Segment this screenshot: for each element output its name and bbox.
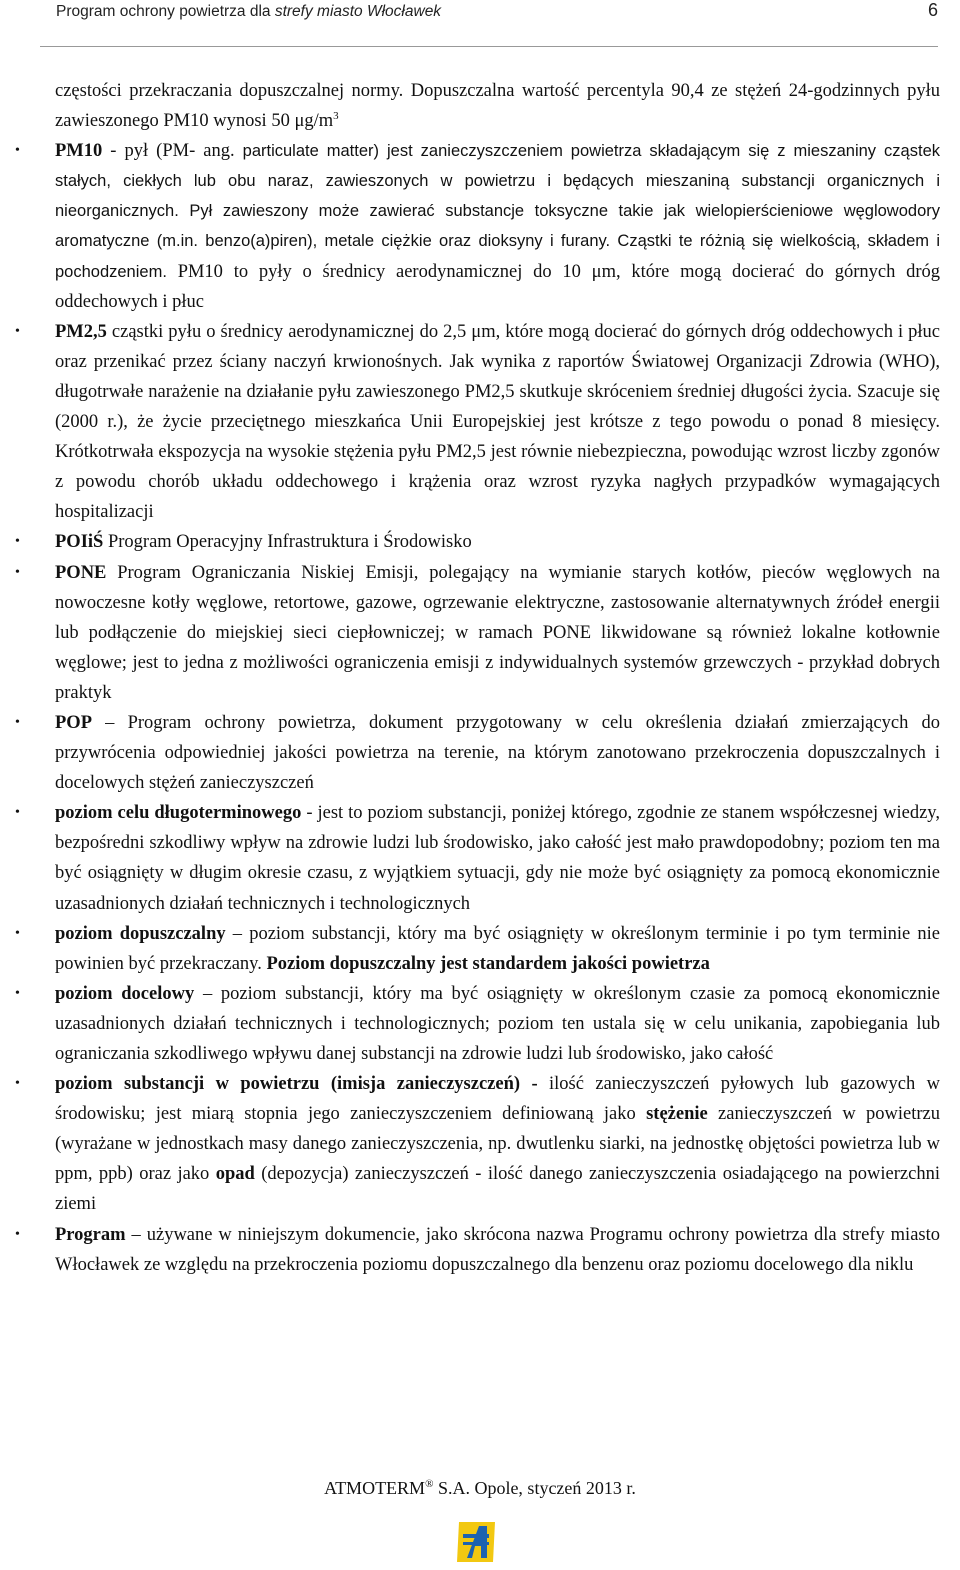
definition-text: – poziom substancji, który ma być osiągnięty w określonym terminie i po tym terminie nie powinien być przekraczany. [55, 923, 940, 974]
definition-item [15, 317, 940, 528]
bullet-icon: • [15, 534, 20, 550]
header-title [56, 3, 441, 21]
definition-item [15, 979, 940, 1069]
footer-text: S.A. Opole, styczeń 2013 r. [433, 1478, 636, 1498]
logo-bar-bottom [463, 1542, 489, 1545]
definition-text: Program Ograniczania Niskiej Emisji, polegający na wymianie starych kotłów, pieców węglowych na nowoczesne kotły węglowe, retortowe, gazowe, ogrzewanie elektryczne, zastosowanie alternatywnych źródeł energii lub podłączenie do miejskiej sieci ciepłowniczej; w ramach PONE likwidowane są również lokalne kotłownie węglowe; jest to jedna z możliwości ograniczenia emisji z indywidualnych systemów grzewczych - przykład dobrych praktyk [55, 562, 940, 703]
definition-text: (depozycja) zanieczyszczeń - ilość danego zanieczyszczenia osiadającego na powierzchni ziemi [55, 1164, 940, 1215]
intro-text: częstości przekraczania dopuszczalnej normy. Dopuszczalna wartość percentyla 90,4 ze stężeń 24-godzinnych pyłu zawieszonego PM10 wynosi 50 μg/m [55, 81, 940, 132]
page-footer [0, 1478, 960, 1499]
bullet-icon: • [15, 1076, 20, 1092]
definition-term: PM2,5 [55, 321, 107, 342]
intro-superscript: 3 [333, 109, 339, 122]
bullet-icon: • [15, 985, 20, 1001]
definition-text: - pył (PM- ang. [102, 141, 243, 162]
definition-term-emphasis: Poziom dopuszczalny jest standardem jakości powietrza [266, 953, 710, 974]
definition-text: cząstki pyłu o średnicy aerodynamicznej do 2,5 μm, które mogą docierać do górnych dróg oddechowych i płuc oraz przenikać przez ściany naczyń krwionośnych. Jak wynika z raportów Światowej Organizacji Zdrowia (WHO), długotrwałe narażenie na działanie pyłu zawieszonego PM2,5 skutkuje skróceniem średniej długości życia. Szacuje się (2000 r.), że życie przeciętnego mieszkańca Unii Europejskiej jest krótsze z tego powodu o ponad 8 miesięcy. Krótkotrwała ekspozycja na wysokie stężenia pyłu PM2,5 jest równie niebezpieczna, powodując wzrost liczby zgonów z powodu chorób układu oddechowego i krążenia oraz wzrost ryzyka nagłych przypadków wymagających hospitalizacji [55, 321, 940, 523]
header-title-prefix: Program ochrony powietrza dla [56, 3, 275, 20]
definition-text-sans: particulate matter) jest zanieczyszczeniem powietrza składającym się z mieszaniny cząstek stałych, ciekłych lub obu naraz, zawieszonych w powietrzu i będących mieszaniną substancji organicznych i nieorganicznych. Pył zawieszony może zawierać substancje toksyczne takie jak wielopierścieniowe węglowodory aromatyczne (m.in. benzo(a)piren), metale ciężkie oraz dioksyny i furany. Cząstki te różnią się wielkością, składem i pochodzeniem. [55, 142, 940, 281]
bullet-icon: • [15, 323, 20, 339]
definition-term: poziom docelowy [55, 983, 195, 1004]
definition-item [15, 527, 940, 557]
definition-term: POIiŚ [55, 532, 104, 553]
definition-term: PM10 [55, 141, 103, 162]
definition-text: Program Operacyjny Infrastruktura i Środowisko [103, 532, 472, 553]
definition-term: PONE [55, 562, 107, 583]
definition-term: Program [55, 1224, 126, 1245]
bullet-icon: • [15, 925, 20, 941]
bullet-icon: • [15, 143, 20, 159]
bullet-icon: • [15, 1226, 20, 1242]
definition-term-emphasis: stężenie [646, 1104, 708, 1125]
definition-term-emphasis: opad [215, 1164, 255, 1185]
intro-paragraph [55, 76, 940, 136]
definition-term: poziom celu długoterminowego [55, 803, 302, 824]
definition-term: poziom dopuszczalny [55, 923, 226, 944]
logo-bar-top [463, 1534, 489, 1538]
definition-item [15, 1069, 941, 1219]
definition-text: – Program ochrony powietrza, dokument przygotowany w celu określenia działań zmierzających do przywrócenia odpowiedniej jakości powietrza na terenie, na którym zanotowano przekroczenia dopuszczalnych i docelowych stężeń zanieczyszczeń [55, 712, 940, 794]
definition-item [15, 136, 940, 317]
definition-item [15, 708, 940, 798]
definition-item [15, 919, 940, 979]
definition-text: – używane w niniejszym dokumencie, jako skrócona nazwa Programu ochrony powietrza dla strefy miasto Włocławek ze względu na przekroczenia poziomu dopuszczalnego dla benzenu oraz poziomu docelowego dla niklu [55, 1224, 940, 1275]
header-title-italic: strefy miasto Włocławek [274, 3, 442, 20]
bullet-icon: • [15, 714, 20, 730]
definition-text: zanieczyszczeń w powietrzu (wyrażane w jednostkach masy danego zanieczyszczenia, np. dwutlenku siarki, na jednostkę objętości powietrza lub w ppm, ppb) oraz jako [55, 1104, 941, 1185]
definition-text: - jest to poziom substancji, poniżej którego, zgodnie ze stanem współczesnej wiedzy, bezpośredni szkodliwy wpływ na zdrowie ludzi lub środowisko, jako całość jest mało prawdopodobny; poziom ten ma być osiągnięty w długim okresie czasu, z wyjątkiem sytuacji, gdy nie może być osiągnięty za pomocą ekonomicznie uzasadnionych działań technicznych i technologicznych [55, 803, 940, 914]
footer-registered-mark: ® [425, 1478, 434, 1490]
definition-item [15, 798, 940, 918]
definition-text: PM10 to pyły o średnicy aerodynamicznej do 10 μm, które mogą docierać do górnych dróg oddechowych i płuc [55, 261, 940, 312]
definitions-list [15, 136, 941, 1280]
definition-text: – poziom substancji, który ma być osiągnięty w określonym czasie za pomocą ekonomicznie uzasadnionych działań technicznych i technologicznych; poziom ten ustala się w celu unikania, zapobiegania lub ograniczania szkodliwego wpływu danej substancji na zdrowie ludzi lub środowisko, jako całość [55, 983, 940, 1064]
definition-text: ilość zanieczyszczeń pyłowych lub gazowych w środowisku; jest miarą stopnia jego zanieczyszczeniem definiowaną jako [55, 1074, 940, 1125]
page-header [40, 0, 938, 47]
atmoterm-logo-icon [455, 1520, 497, 1564]
document-body [15, 76, 941, 1280]
bullet-icon: • [15, 564, 20, 580]
definition-term: poziom substancji w powietrzu (imisja zanieczyszczeń) - [55, 1074, 538, 1095]
bullet-icon: • [15, 805, 20, 821]
footer-company: ATMOTERM [324, 1478, 426, 1498]
definition-term: POP [55, 712, 92, 733]
definition-item [15, 1220, 940, 1280]
definition-item [15, 558, 940, 708]
page-number: 6 [927, 0, 938, 20]
